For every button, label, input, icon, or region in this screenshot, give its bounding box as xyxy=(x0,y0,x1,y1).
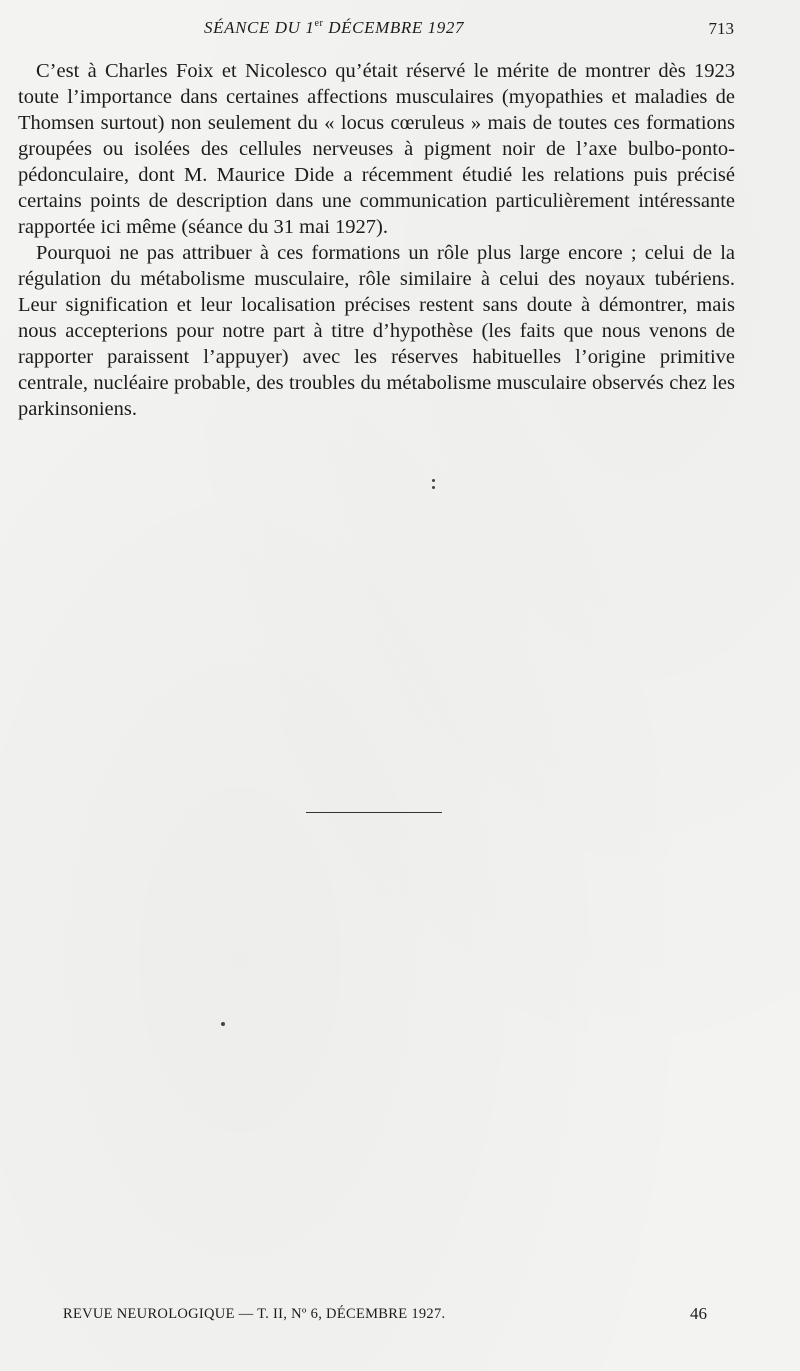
paragraph-2: Pourquoi ne pas attribuer à ces formations un rôle plus large encore ; celui de la régulation du métabolisme musculaire, rôle similaire à celui des noyaux tubériens. Leur signification et leur localisation précises restent sans doute à démontrer, mais nous accepterions pour notre part à titre d’hypothèse (les faits que nous venons de rapporter paraissent l’appuyer) avec les réserves habituelles l’origine primitive centrale, nucléaire probable, des troubles du métabolisme musculaire observés chez les parkinsoniens. xyxy=(18,242,735,420)
running-title-suffix: DÉCEMBRE 1927 xyxy=(323,18,465,37)
body-text xyxy=(18,58,735,422)
ink-speck xyxy=(432,479,435,482)
page-number: 713 xyxy=(708,19,734,38)
section-divider xyxy=(306,812,442,813)
running-title-superscript: er xyxy=(314,18,324,29)
page-footer xyxy=(0,1306,800,1328)
ink-speck xyxy=(221,1022,225,1026)
paragraph-1: C’est à Charles Foix et Nicolesco qu’était réservé le mérite de montrer dès 1923 toute l’importance dans certaines affections musculaires (myopathies et maladies de Thomsen surtout) non seulement du « locus cœruleus » mais de toutes ces formations groupées ou isolées des cellules nerveuses à pigment noir de l’axe bulbo-ponto-pédonculaire, dont M. Maurice Dide a récemment étudié les relations puis précisé certains points de description dans une communication particulièrement intéressante rapportée ici même (séance du 31 mai 1927). xyxy=(18,60,735,238)
running-title-prefix: SÉANCE DU 1 xyxy=(204,18,315,37)
signature-mark: 46 xyxy=(690,1304,707,1323)
journal-footer: REVUE NEUROLOGIQUE — T. II, Nº 6, DÉCEMBRE 1927. xyxy=(63,1306,446,1322)
running-head xyxy=(0,18,800,44)
ink-speck xyxy=(432,486,435,489)
running-title xyxy=(204,18,464,38)
